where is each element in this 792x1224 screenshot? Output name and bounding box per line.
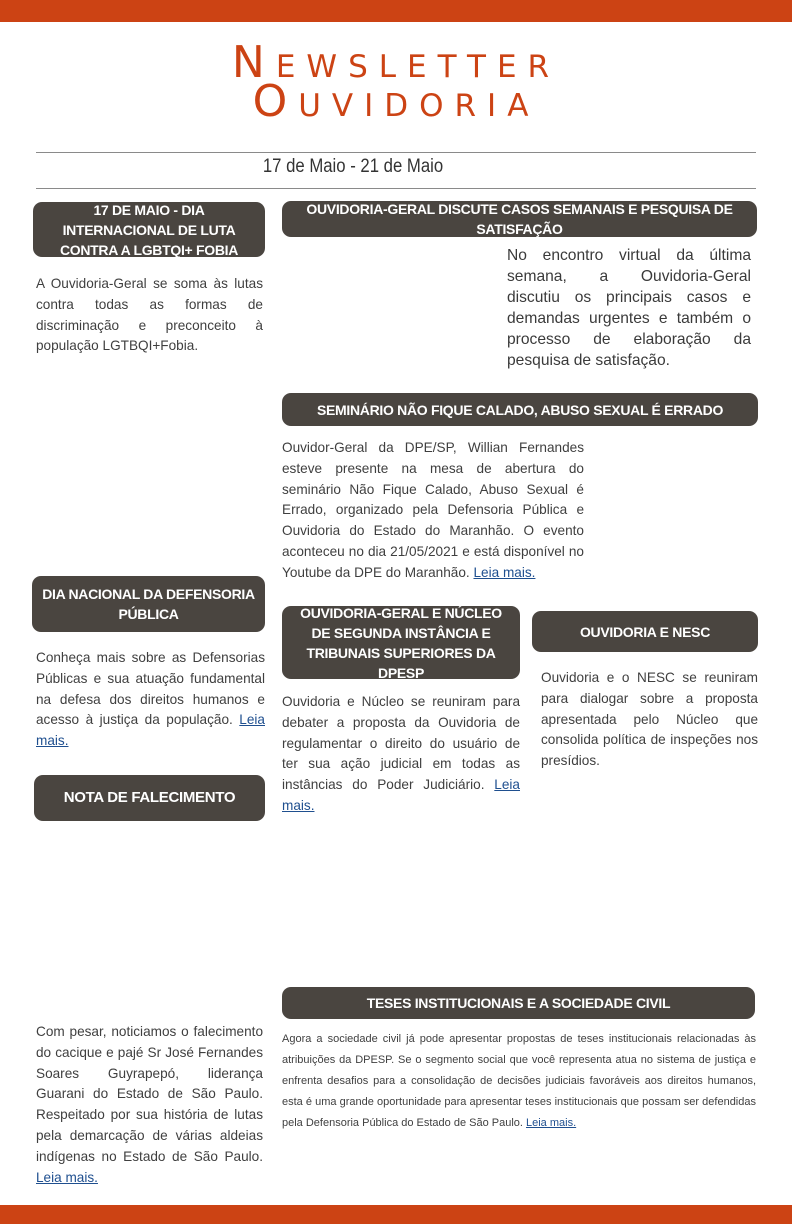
nucleo-section-body	[282, 692, 520, 817]
teses-section-body	[282, 1029, 756, 1134]
divider-top	[36, 152, 756, 153]
pesquisa-section-header	[282, 201, 757, 237]
nucleo-section-header	[282, 606, 520, 679]
defensoria-section-title: DIA NACIONAL DA DEFENSORIA PÚBLICA	[42, 586, 255, 622]
teses-body-text: Agora a sociedade civil já pode apresentar propostas de teses institucionais relacionadas às atribuições da DPESP. Se o segmento social que você representa atua no sistema de justiça e enfrenta desafios para a consolidação de decisões judiciais favoráveis aos direitos humanos, esta é uma grande oportunidade para apresentar teses institucionais que possam ser defendidas pela Defensoria Pública do Estado de São Paulo.	[282, 1033, 756, 1129]
teses-section-header	[282, 987, 755, 1019]
pesquisa-section-body: No encontro virtual da última semana, a Ouvidoria-Geral discutiu os principais casos e demandas urgentes e também o processo de elaboração da pesquisa de satisfação.	[507, 247, 751, 369]
falecimento-section-body	[36, 1022, 263, 1188]
pesquisa-section-title: OUVIDORIA-GERAL DISCUTE CASOS SEMANAIS E PESQUISA DE SATISFAÇÃO	[306, 201, 733, 237]
newsletter-title: Newsletter	[231, 37, 561, 88]
nucleo-body-text: Ouvidoria e Núcleo se reuniram para debater a proposta da Ouvidoria de regulamentar o direito do usuário de ter sua ação judicial em todas as instâncias do Poder Judiciário.	[282, 694, 520, 793]
nesc-section-body: Ouvidoria e o NESC se reuniram para dialogar sobre a proposta apresentada pelo Núcleo que consolida política de inspeções nos presídios.	[541, 670, 758, 769]
falecimento-section-title: NOTA DE FALECIMENTO	[63, 789, 236, 806]
seminario-body-text: Ouvidor-Geral da DPE/SP, Willian Fernandes esteve presente na mesa de abertura do seminário Não Fique Calado, Abuso Sexual é Errado, organizado pela Defensoria Pública e Ouvidoria do Estado do Maranhão. O evento aconteceu no dia 21/05/2021 e está disponível no Youtube da DPE do Maranhão.	[282, 440, 584, 580]
defensoria-body-text: Conheça mais sobre as Defensorias Públicas e sua atuação fundamental na defesa dos direitos humanos e acesso à justiça da população.	[36, 650, 265, 728]
seminario-read-more-link[interactable]: Leia mais.	[473, 564, 536, 580]
falecimento-body-text: Com pesar, noticiamos o falecimento do cacique e pajé Sr José Fernandes Soares Guyrapepó, liderança Guarani do Estado de São Paulo. Respeitado por sua história de lutas pela demarcação de várias aldeias indígenas no Estado de São Paulo.	[36, 1024, 263, 1164]
nesc-section-title: OUVIDORIA E NESC	[579, 623, 711, 640]
newsletter-subtitle: Ouvidoria	[252, 76, 540, 127]
bottom-accent-bar	[0, 1205, 792, 1224]
defensoria-section-body	[36, 648, 265, 752]
lgbt-section-header	[33, 202, 265, 257]
seminario-section-header	[282, 393, 758, 426]
nucleo-read-more-link[interactable]: Leia mais.	[282, 777, 520, 813]
date-range: 17 de Maio - 21 de Maio	[262, 156, 444, 177]
defensoria-section-header	[32, 576, 265, 632]
nucleo-section-title: OUVIDORIA-GERAL E NÚCLEO DE SEGUNDA INSTÂNCIA E TRIBUNAIS SUPERIORES DA DPESP	[300, 604, 502, 681]
top-accent-bar	[0, 0, 792, 22]
falecimento-section-header	[34, 775, 265, 821]
seminario-section-title: SEMINÁRIO NÃO FIQUE CALADO, ABUSO SEXUAL É ERRADO	[316, 401, 724, 418]
nesc-section-header	[532, 611, 758, 652]
defensoria-read-more-link[interactable]: Leia mais.	[36, 712, 265, 749]
teses-section-title: TESES INSTITUCIONAIS E A SOCIEDADE CIVIL	[366, 995, 671, 1011]
lgbt-section-body: A Ouvidoria-Geral se soma às lutas contra todas as formas de discriminação e preconceito à população LGTBQI+Fobia.	[36, 276, 263, 354]
falecimento-read-more-link[interactable]: Leia mais.	[36, 1169, 98, 1185]
divider-bottom	[36, 188, 756, 189]
seminario-section-body	[282, 438, 584, 584]
lgbt-section-title: 17 DE MAIO - DIA INTERNACIONAL DE LUTA CONTRA A LGBTQI+ FOBIA	[59, 201, 239, 258]
teses-read-more-link[interactable]: Leia mais.	[526, 1117, 577, 1129]
